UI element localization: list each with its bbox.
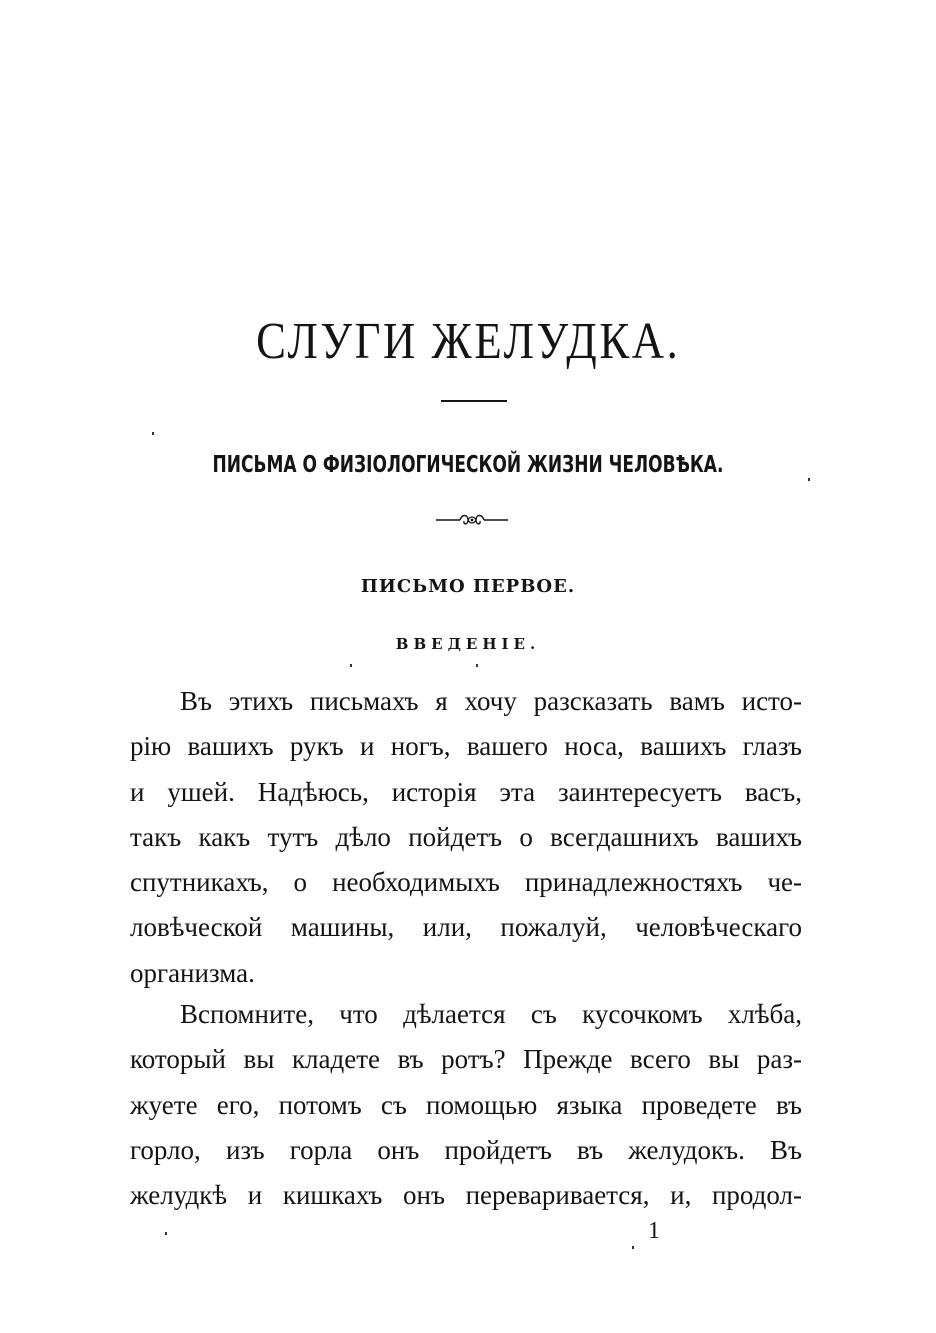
letter-heading: ПИСЬМО ПЕРВОЕ. [360, 576, 576, 597]
text-line: такъ какъ тутъ дѣло пойдетъ о всегдашнихъ вашихъ [130, 821, 802, 852]
print-speck [632, 1246, 634, 1249]
print-speck [165, 1232, 167, 1235]
text-line: желудкѣ и кишкахъ онъ переваривается, и, продол- [130, 1180, 802, 1211]
text-line: который вы кладете въ ротъ? Прежде всего вы раз- [130, 1044, 802, 1075]
text-line: ловѣческой машины, или, пожалуй, человѣческаго [130, 912, 802, 943]
text-line: жуете его, потомъ съ помощью языка проведете въ [130, 1089, 802, 1120]
text-line: горло, изъ горла онъ пройдетъ въ желудокъ. Въ [130, 1134, 802, 1165]
print-speck [350, 664, 352, 667]
section-heading: ВВЕДЕНІЕ. [395, 635, 541, 653]
page-subtitle: ПИСЬМА О ФИЗІОЛОГИЧЕСКОЙ ЖИЗНИ ЧЕЛОВѢКА. [212, 452, 724, 478]
text-line: спутникахъ, о необходимыхъ принадлежностяхъ че- [130, 867, 802, 898]
print-speck [808, 478, 810, 481]
print-speck [476, 664, 478, 667]
text-line: Вспомните, что дѣлается съ кусочкомъ хлѣба, [180, 999, 802, 1029]
page-title: СЛУГИ ЖЕЛУДКА. [256, 313, 681, 370]
title-rule [441, 400, 507, 402]
text-line: и ушей. Надѣюсь, исторія эта заинтересуетъ васъ, [130, 776, 802, 807]
paragraph-2 [130, 992, 802, 1218]
paragraph-1 [130, 679, 802, 996]
print-speck [152, 432, 154, 435]
text-line: организма. [130, 957, 255, 988]
text-line: Въ этихъ письмахъ я хочу разсказать вамъ исто- [180, 686, 802, 716]
text-line: рію вашихъ рукъ и ногъ, вашего носа, вашихъ глазъ [130, 731, 802, 762]
ornament-icon [434, 510, 510, 530]
page-number: 1 [648, 1218, 660, 1244]
